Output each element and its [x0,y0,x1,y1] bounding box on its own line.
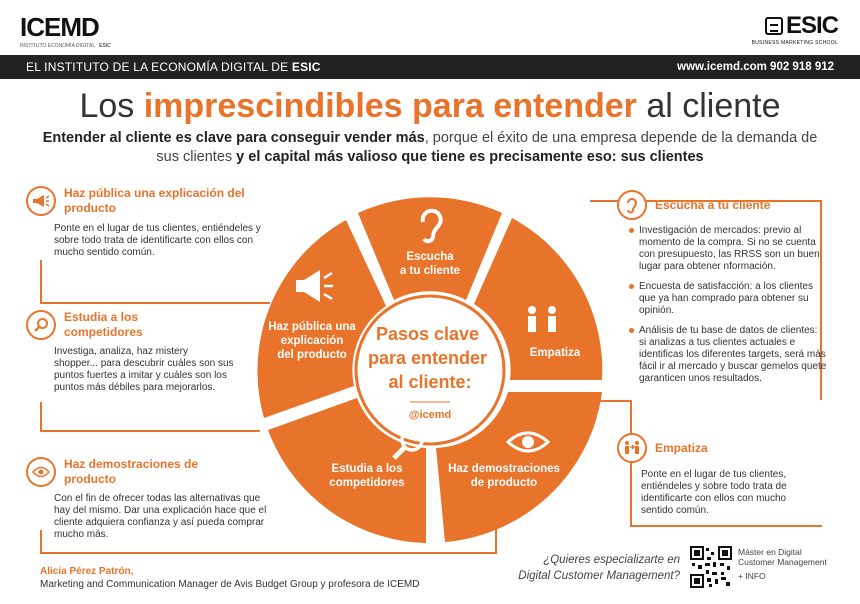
author-role: Marketing and Communication Manager de Avis Budget Group y profesora de ICEMD [40,579,420,590]
right-box-title: Empatiza [655,440,708,455]
esic-mark-icon [765,17,783,35]
icemd-logo-esic: ESIC [99,43,111,49]
esic-logo [752,12,838,46]
wheel-center [356,296,504,444]
magnifier-icon [26,310,56,340]
people-icon [617,433,647,463]
author-name: Alicia Pérez Patrón, [40,566,134,577]
list-item: Investigación de mercados: previo al momento de la compra. Si no se cuenta con presupuesto, las RRSS son un buen lugar para obtener nformación. [629,225,827,273]
segment-label-competidores: Estudia a los competidores [329,463,405,489]
left-box-competidores [26,310,236,394]
icemd-logo-text: ICEMD [20,12,99,42]
esic-logo-text: ESIC [785,12,838,39]
left-box-text: Ponte en el lugar de tus clientes, entiéndeles y sobre todo trata de identificarte con ellos con mucho sentido común. [54,223,261,258]
qr-label[interactable]: Máster en Digital Customer Management + INFO [738,547,827,581]
wheel-center-title: Pasos clave para entender al cliente: [367,324,488,392]
left-box-title: Haz pública una explicación del producto [64,186,245,215]
right-box-text: Ponte en el lugar de tus clientes, entiéndeles y sobre todo trata de identificarte con ellos con mucho sentido común. [641,469,787,516]
left-box-title: Haz demostraciones de producto [64,457,199,486]
segment-label-explicacion: Haz pública una explicación del producto [268,321,356,361]
right-box-escucha [617,190,832,393]
left-box-text: Investiga, analiza, haz mistery shopper... para descubrir cuáles son sus puntos fuertes a imitar y cuáles son los puntos más débiles para mejorarlos. [54,346,234,393]
author-credit [40,565,419,591]
eye-icon [26,457,56,487]
icemd-logo [20,12,111,49]
megaphone-icon [26,186,56,216]
segment-label-escucha: Escucha a tu cliente [399,251,461,277]
list-item: Análisis de tu base de datos de clientes: si analizas a tus clientes actuales e identificas los diferentes targets, será más fácil ir al mercado y buscar gemelos quete garanticen unos resultados. [629,325,827,385]
right-box-title: Escucha a tu cliente [655,197,771,212]
ear-icon [617,190,647,220]
top-bar-left: EL INSTITUTO DE LA ECONOMÍA DIGITAL DE ESIC [26,60,321,74]
escucha-bullets [629,225,827,385]
segment-label-demostraciones: Haz demostraciones de producto [448,463,560,489]
icemd-logo-sub: INSTITUTO ECONOMÍA DIGITAL [20,43,96,49]
esic-logo-sub: BUSINESS MARKETING SCHOOL [751,40,838,46]
left-box-demostraciones [26,457,271,541]
qr-code-icon[interactable] [690,546,732,588]
right-box-empatiza [617,433,822,517]
left-box-title: Estudia a los competidores [64,310,143,339]
steps-wheel [250,180,610,560]
page-subtitle: Entender al cliente es clave para conseguir vender más, porque el éxito de una empresa depende de la demanda de sus clientes y el capital más valioso que tiene es precisamente eso: sus clientes [42,130,818,165]
top-bar [0,55,860,79]
top-bar-contact[interactable]: www.icemd.com 902 918 912 [677,61,834,73]
page-title: Los imprescindibles para entender al cliente [79,87,781,125]
left-box-text: Con el fin de ofrecer todas las alternativas que hay del mismo. Dar una explicación hace que el cliente adquiera confianza y así pueda comprar mucho más. [54,493,267,540]
wheel-center-handle: @icemd [408,409,452,421]
cta-question: ¿Quieres especializarte en Digital Customer Management? [518,554,680,582]
list-item: Encuesta de satisfacción: a los clientes que ya han comprado para obtener su opinión. [629,281,827,317]
left-box-explicacion [26,186,271,259]
segment-label-empatiza: Empatiza [529,347,581,359]
